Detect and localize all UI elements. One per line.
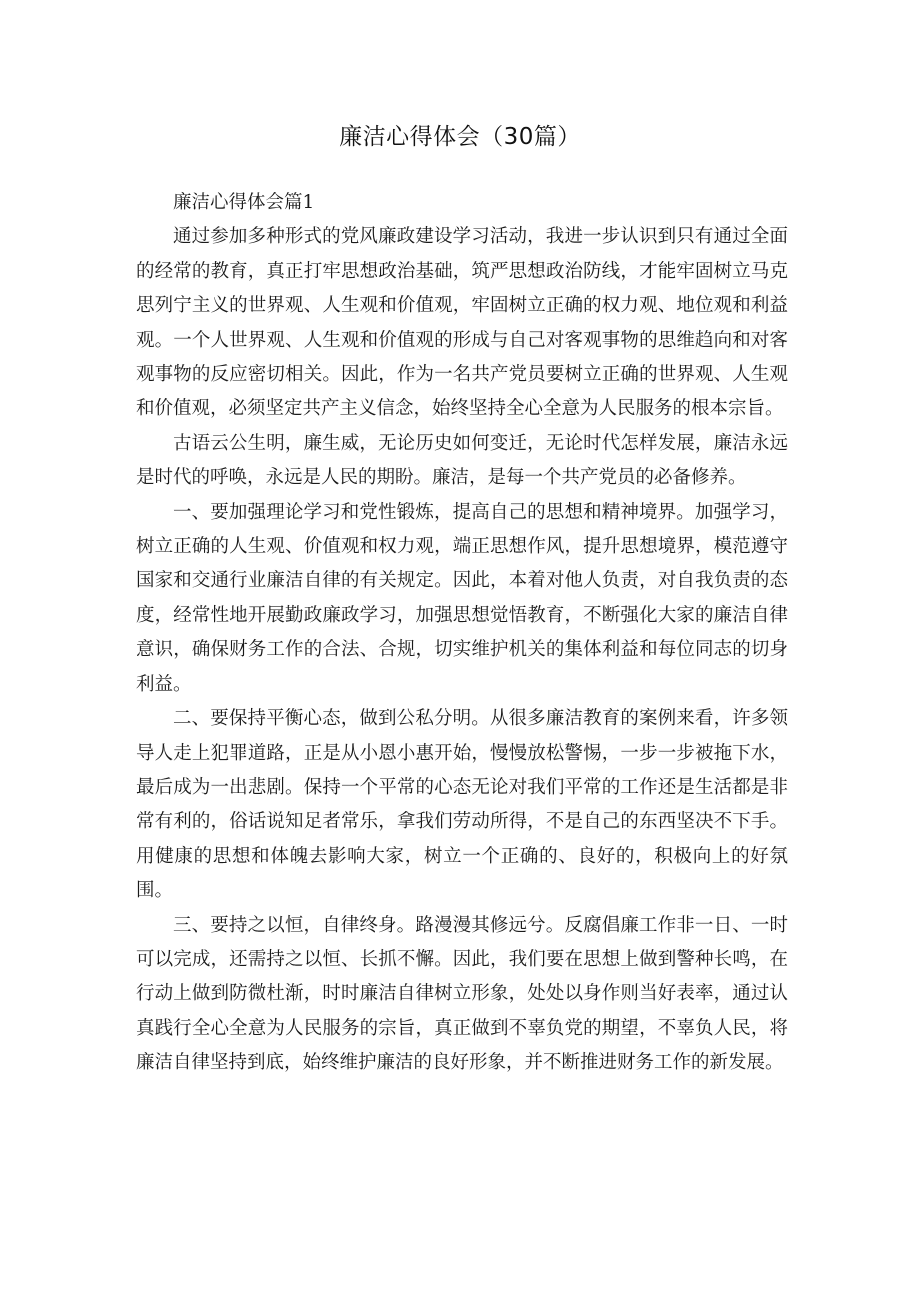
paragraph-4: 二、要保持平衡心态，做到公私分明。从很多廉洁教育的案例来看，许多领导人走上犯罪道路，正是从小恩小惠开始，慢慢放松警惕，一步一步被拖下水，最后成为一出悲剧。保持一个平常的心态无论对我们平常的工作还是生活都是非常有利的，俗话说知足者常乐，拿我们劳动所得，不是自己的东西坚决不下手。用健康的思想和体魄去影响大家，树立一个正确的、良好的，积极向上的好氛围。 (136, 708, 788, 902)
paragraph-3: 一、要加强理论学习和党性锻炼，提高自己的思想和精神境界。加强学习，树立正确的人生观、价值观和权力观，端正思想作风，提升思想境界，模范遵守国家和交通行业廉洁自律的有关规定。因此，本着对他人负责，对自我负责的态度，经常性地开展勤政廉政学习，加强思想觉悟教育，不断强化大家的廉洁自律意识，确保财务工作的合法、合规，切实维护机关的集体利益和每位同志的切身利益。 (136, 501, 788, 695)
section-heading: 廉洁心得体会篇1 (173, 192, 315, 213)
paragraph-2: 古语云公生明，廉生威，无论历史如何变迁，无论时代怎样发展，廉洁永远是时代的呼唤，永远是人民的期盼。廉洁，是每一个共产党员的必备修养。 (136, 432, 788, 489)
paragraph-1: 通过参加多种形式的党风廉政建设学习活动，我进一步认识到只有通过全面的经常的教育，真正打牢思想政治基础，筑严思想政治防线，才能牢固树立马克思列宁主义的世界观、人生观和价值观，牢固树立正确的权力观、地位观和利益观。一个人世界观、人生观和价值观的形成与自己对客观事物的思维趋向和对客观事物的反应密切相关。因此，作为一名共产党员要树立正确的世界观、人生观和价值观，必须坚定共产主义信念，始终坚持全心全意为人民服务的根本宗旨。 (136, 226, 788, 420)
paragraph-5: 三、要持之以恒，自律终身。路漫漫其修远兮。反腐倡廉工作非一日、一时可以完成，还需持之以恒、长抓不懈。因此，我们要在思想上做到警种长鸣，在行动上做到防微杜渐，时时廉洁自律树立形象，处处以身作则当好表率，通过认真践行全心全意为人民服务的宗旨，真正做到不辜负党的期望，不辜负人民，将廉洁自律坚持到底，始终维护廉洁的良好形象，并不断推进财务工作的新发展。 (136, 914, 788, 1074)
document-body (136, 186, 788, 1081)
document-title: 廉洁心得体会（30篇） (339, 124, 581, 150)
